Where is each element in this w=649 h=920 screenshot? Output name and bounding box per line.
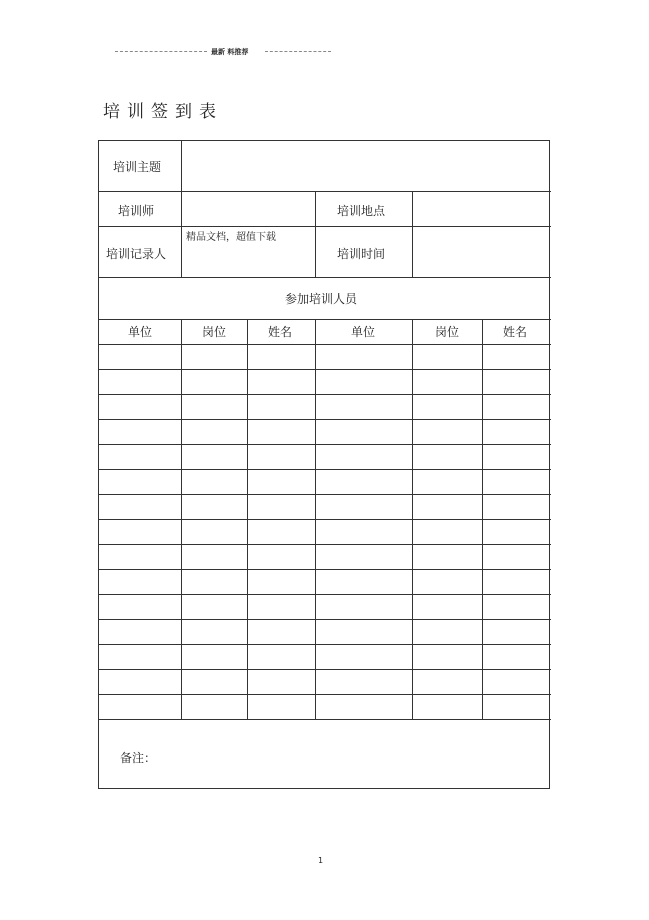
row-divider (99, 494, 551, 495)
col-divider (181, 141, 182, 277)
column-header-position: 岗位 (202, 325, 227, 339)
topic-label: 培训主题 (113, 160, 162, 174)
row-divider (99, 444, 551, 445)
row-divider (99, 419, 551, 420)
row-divider (99, 469, 551, 470)
row-divider (99, 226, 551, 227)
header-text: 最新 料推荐 (211, 48, 249, 56)
col-divider (482, 319, 483, 719)
row-divider (99, 669, 551, 670)
row-divider (99, 369, 551, 370)
row-divider (99, 394, 551, 395)
page-number: 1 (318, 856, 324, 865)
column-header-unit: 单位 (351, 325, 376, 339)
header-dash-right (265, 51, 331, 52)
row-divider (99, 191, 551, 192)
column-header-position: 岗位 (435, 325, 460, 339)
signin-form-table (98, 140, 550, 789)
location-label: 培训地点 (337, 204, 386, 218)
row-divider (99, 694, 551, 695)
row-divider (99, 277, 551, 278)
col-divider (315, 191, 316, 277)
attendees-title: 参加培训人员 (285, 292, 358, 306)
row-divider (99, 544, 551, 545)
row-divider (99, 719, 551, 720)
row-divider (99, 519, 551, 520)
column-header-name: 姓名 (503, 325, 528, 339)
col-divider (412, 191, 413, 277)
row-divider (99, 619, 551, 620)
col-divider (412, 319, 413, 719)
row-divider (99, 319, 551, 320)
col-divider (181, 319, 182, 719)
column-header-name: 姓名 (268, 325, 293, 339)
row-divider (99, 569, 551, 570)
col-divider (247, 319, 248, 719)
recorder-label: 培训记录人 (106, 247, 167, 261)
column-header-unit: 单位 (128, 325, 153, 339)
col-divider (315, 319, 316, 719)
header-dash-left (115, 51, 207, 52)
trainer-label: 培训师 (118, 204, 155, 218)
row-divider (99, 594, 551, 595)
row-divider (99, 344, 551, 345)
remarks-label: 备注： (120, 751, 157, 765)
row-divider (99, 644, 551, 645)
time-label: 培训时间 (337, 247, 386, 261)
recorder-note: 精品文档，超值下载 (186, 232, 276, 243)
page-title: 培训签到表 (103, 102, 223, 122)
page-header (115, 46, 331, 58)
